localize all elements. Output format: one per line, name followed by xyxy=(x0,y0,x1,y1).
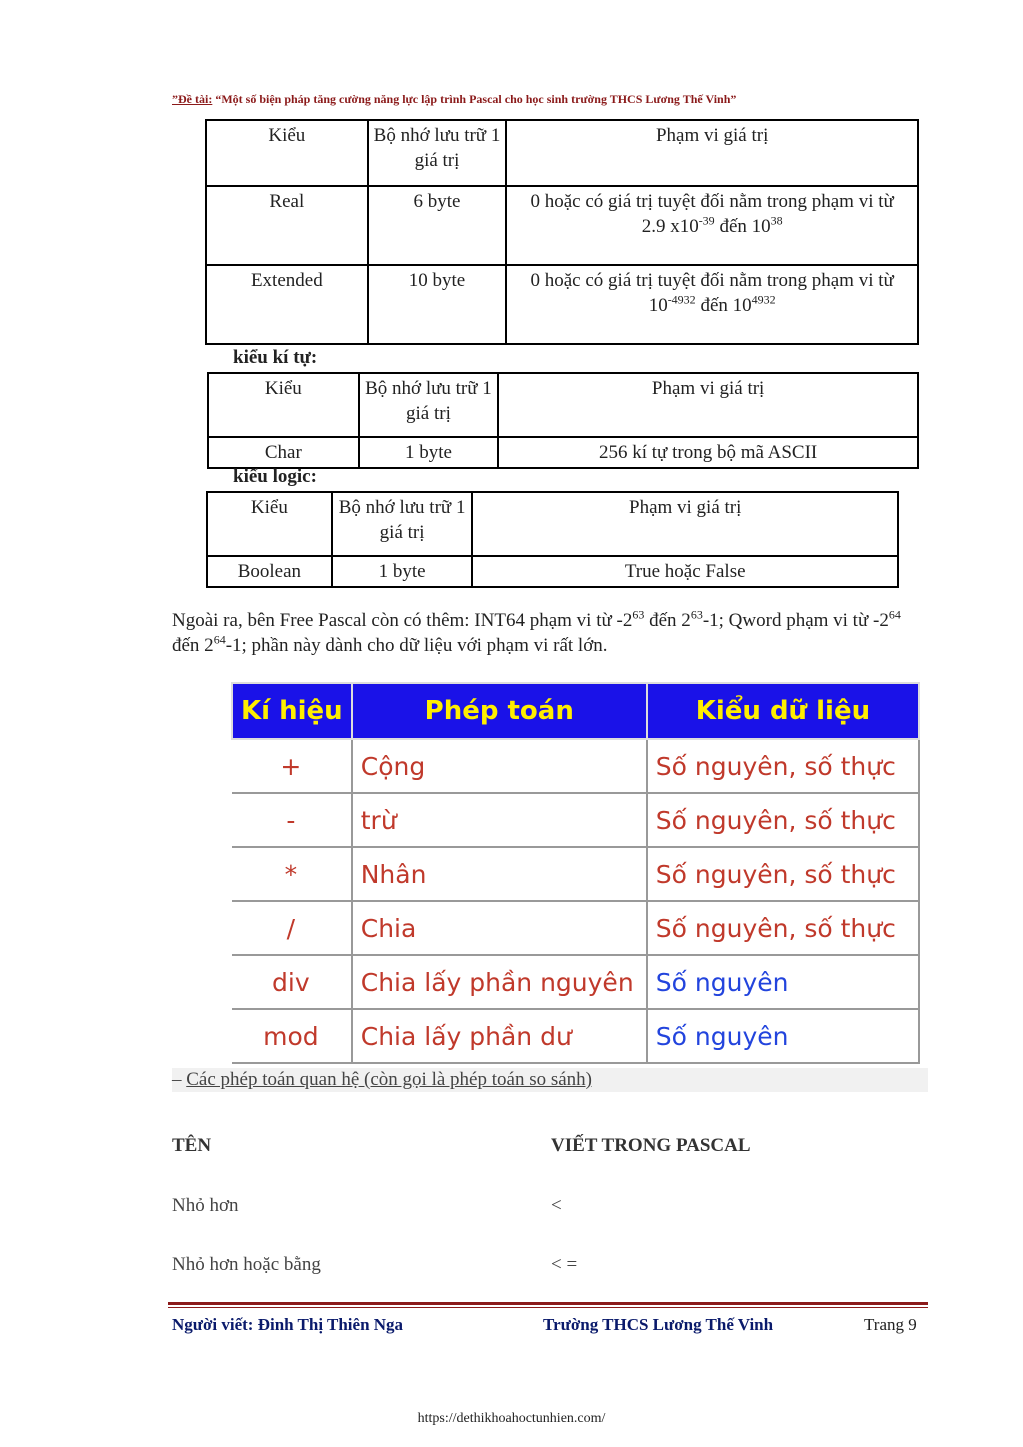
header-cell-type: Kiểu xyxy=(208,373,359,437)
size-cell: 1 byte xyxy=(359,437,499,468)
operation-cell: Chia lấy phần dư xyxy=(352,1009,647,1063)
page-number: Trang 9 xyxy=(864,1315,917,1334)
footer-author: Người viết: Đinh Thị Thiên Nga xyxy=(172,1315,404,1334)
header-cell-memory: Bộ nhớ lưu trữ 1 giá trị xyxy=(359,373,499,437)
header-cell-type: Kiểu xyxy=(207,492,332,556)
footer-rule xyxy=(168,1302,928,1305)
datatype-cell: Số nguyên, số thực xyxy=(647,901,919,955)
symbol-cell: div xyxy=(232,955,352,1009)
size-cell: 6 byte xyxy=(368,186,507,265)
size-cell: 1 byte xyxy=(332,556,473,587)
table-row xyxy=(232,739,919,793)
type-cell: Extended xyxy=(206,265,368,344)
table-row xyxy=(207,556,898,587)
header-cell-datatype: Kiểu dữ liệu xyxy=(647,683,919,739)
table-row xyxy=(232,901,919,955)
logic-section-label: kiểu logic: xyxy=(233,466,317,487)
table-row xyxy=(232,793,919,847)
logic-type-table xyxy=(206,491,899,588)
table-row xyxy=(206,186,918,265)
column-heading-name: TÊN xyxy=(172,1135,212,1156)
header-cell-memory: Bộ nhớ lưu trữ 1 giá trị xyxy=(368,120,507,186)
datatype-cell: Số nguyên, số thực xyxy=(647,847,919,901)
source-url[interactable]: https://dethikhoahoctunhien.com/ xyxy=(417,1411,606,1426)
header-cell-range: Phạm vi giá trị xyxy=(498,373,918,437)
type-cell: Char xyxy=(208,437,359,468)
operation-cell: Nhân xyxy=(352,847,647,901)
table-row xyxy=(232,1009,919,1063)
datatype-cell: Số nguyên xyxy=(647,955,919,1009)
header-title: “Một số biện pháp tăng cường năng lực lập trình Pascal cho học sinh trường THCS Lương Thế Vinh” xyxy=(212,92,737,106)
real-type-table xyxy=(205,119,919,345)
operation-cell: Chia xyxy=(352,901,647,955)
header-label: ”Đề tài: xyxy=(172,92,213,106)
relation-pascal: < xyxy=(551,1195,562,1216)
table-row xyxy=(208,437,918,468)
relation-name: Nhỏ hơn xyxy=(172,1195,239,1216)
footer-rule-thin xyxy=(168,1307,928,1308)
relation-pascal: < = xyxy=(551,1254,578,1275)
type-cell: Boolean xyxy=(207,556,332,587)
char-type-table xyxy=(207,372,919,469)
range-cell: 0 hoặc có giá trị tuyệt đối nằm trong phạm vi từ 2.9 $x10^{-39}$ đến $10^{38}$ xyxy=(506,186,918,265)
relational-ops-heading: – Các phép toán quan hệ (còn gọi là phép toán so sánh) xyxy=(172,1068,928,1092)
type-cell: Real xyxy=(206,186,368,265)
datatype-cell: Số nguyên xyxy=(647,1009,919,1063)
relation-name: Nhỏ hơn hoặc bằng xyxy=(172,1254,321,1275)
header-cell-range: Phạm vi giá trị xyxy=(506,120,918,186)
header-cell-symbol: Kí hiệu xyxy=(232,683,352,739)
symbol-cell: * xyxy=(232,847,352,901)
table-row xyxy=(232,847,919,901)
table-row xyxy=(206,265,918,344)
range-cell: 256 kí tự trong bộ mã ASCII xyxy=(498,437,918,468)
operation-cell: Cộng xyxy=(352,739,647,793)
operation-cell: trừ xyxy=(352,793,647,847)
size-cell: 10 byte xyxy=(368,265,507,344)
footer-school: Trường THCS Lương Thế Vinh xyxy=(543,1315,774,1334)
column-heading-pascal: VIẾT TRONG PASCAL xyxy=(551,1135,751,1156)
header-cell-operation: Phép toán xyxy=(352,683,647,739)
range-cell: 0 hoặc có giá trị tuyệt đối nằm trong phạm vi từ $10^{-4932}$ đến $10^{4932}$ xyxy=(506,265,918,344)
operator-table xyxy=(231,682,920,1064)
symbol-cell: mod xyxy=(232,1009,352,1063)
header-cell-type: Kiểu xyxy=(206,120,368,186)
free-pascal-paragraph: Ngoài ra, bên Free Pascal còn có thêm: INT64 phạm vi từ $-2^{63}$ đến $2^{63}-1$; Qword phạm vi từ $-2^{64}$ đến $2^{64}-1$; phần này dành cho dữ liệu với phạm vi rất lớn. xyxy=(172,607,901,656)
header-cell-range: Phạm vi giá trị xyxy=(472,492,898,556)
symbol-cell: / xyxy=(232,901,352,955)
char-section-label: kiểu kí tự: xyxy=(233,347,318,368)
table-row xyxy=(232,955,919,1009)
header-cell-memory: Bộ nhớ lưu trữ 1 giá trị xyxy=(332,492,473,556)
document-header xyxy=(172,92,736,107)
symbol-cell: + xyxy=(232,739,352,793)
range-cell: True hoặc False xyxy=(472,556,898,587)
symbol-cell: - xyxy=(232,793,352,847)
datatype-cell: Số nguyên, số thực xyxy=(647,739,919,793)
operation-cell: Chia lấy phần nguyên xyxy=(352,955,647,1009)
datatype-cell: Số nguyên, số thực xyxy=(647,793,919,847)
relational-ops-title: Các phép toán quan hệ (còn gọi là phép toán so sánh) xyxy=(186,1069,592,1090)
